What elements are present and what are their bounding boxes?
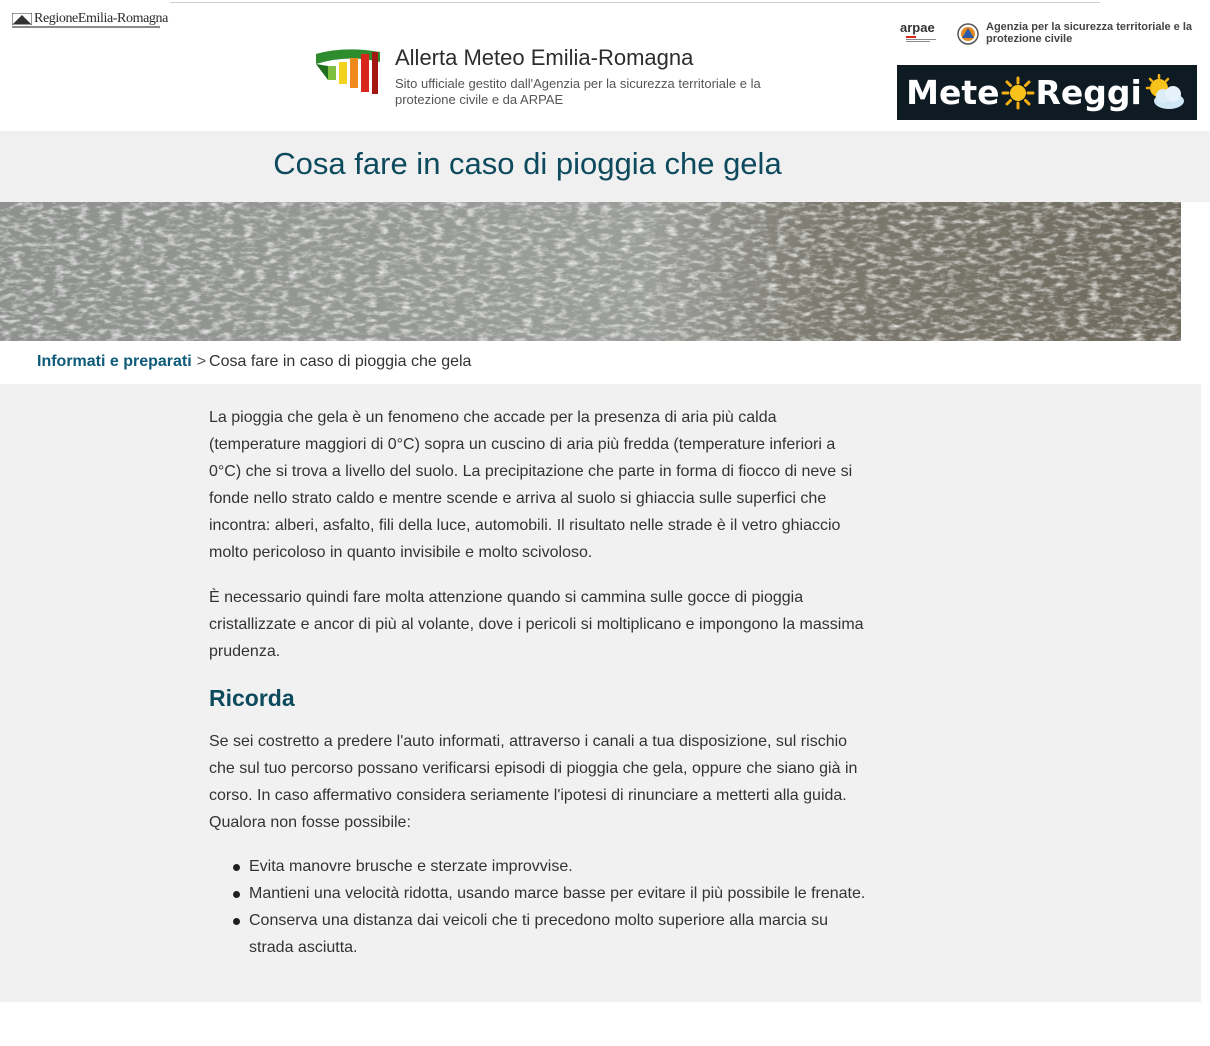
protezione-civile-icon[interactable]: [957, 23, 979, 45]
bullet-icon: [233, 918, 240, 925]
regione-logo-text: RegioneEmilia-Romagna: [34, 11, 168, 26]
breadcrumb-current: Cosa fare in caso di pioggia che gela: [209, 353, 472, 370]
attention-paragraph: È necessario quindi fare molta attenzione quando si cammina sulle gocce di pioggia cristallizzate e ancor di più al volante, dove i pericoli si moltiplicano e impongono la massima prudenza.: [209, 589, 864, 660]
page-title: Cosa fare in caso di pioggia che gela: [273, 146, 782, 181]
breadcrumb: [37, 353, 471, 371]
meteo-reggio-banner[interactable]: [897, 65, 1197, 120]
list-item: [233, 880, 869, 907]
ricorda-paragraph: Se sei costretto a predere l'auto informati, attraverso i canali a tua disposizione, sul rischio che sul tuo percorso possano verificarsi episodi di pioggia che gela, oppure che siano già in corso. In caso affermativo considera seriamente l'ipotesi di rinunciare a metterti alla guida. Qualora non fosse possibile:: [209, 733, 858, 831]
arpae-logo-icon: [906, 36, 938, 42]
regione-logo-underline: [12, 26, 160, 28]
bullet-icon: [233, 891, 240, 898]
site-subtitle: Sito ufficiale gestito dall'Agenzia per la sicurezza territoriale e la protezione civile e da ARPAE: [395, 76, 761, 107]
hero-image-freezing-rain: [0, 202, 1181, 341]
breadcrumb-link-informati-e-preparati[interactable]: Informati e preparati: [37, 353, 192, 370]
meteo-banner-word-1: Mete: [906, 73, 1000, 112]
protezione-civile-text[interactable]: Agenzia per la sicurezza territoriale e la protezione civile: [986, 21, 1193, 45]
list-item: [233, 853, 869, 880]
regione-logo-icon: [12, 13, 32, 25]
list-item-text: Evita manovre brusche e sterzate improvvise.: [249, 858, 573, 875]
list-item: [233, 907, 869, 961]
section-heading-ricorda: Ricorda: [209, 685, 295, 711]
site-title[interactable]: Allerta Meteo Emilia-Romagna: [395, 45, 694, 70]
list-item-text: Conserva una distanza dai veicoli che ti precedono molto superiore alla marcia su strada asciutta.: [249, 912, 828, 956]
advice-list: [209, 853, 869, 961]
header-top-divider: [170, 2, 1100, 3]
sun-icon: [1001, 76, 1035, 110]
meteo-banner-word-2: Reggi: [1035, 73, 1142, 112]
list-item-text: Mantieni una velocità ridotta, usando marce basse per evitare il più possibile le frenate.: [249, 885, 866, 902]
cloud-sun-icon: [1143, 74, 1187, 112]
intro-paragraph: La pioggia che gela è un fenomeno che accade per la presenza di aria più calda (temperature maggiori di 0°C) sopra un cuscino di aria più fredda (temperature inferiori a 0°C) che si trova a livello del suolo. La precipitazione che parte in forma di fiocco di neve si fonde nello strato caldo e mentre scende e arriva al suolo si ghiaccia sulle superfici che incontra: alberi, asfalto, fili della luce, automobili. Il risultato nelle strade è il vetro ghiaccio molto pericoloso in quanto invisibile e molto scivoloso.: [209, 409, 853, 561]
chevron-right-icon: >: [196, 353, 207, 370]
arpae-logo-text: arpae: [900, 20, 935, 35]
article-content: [209, 404, 869, 961]
allerta-meteo-logo-icon[interactable]: [314, 44, 382, 96]
bullet-icon: [233, 864, 240, 871]
arpae-logo[interactable]: [900, 20, 946, 46]
